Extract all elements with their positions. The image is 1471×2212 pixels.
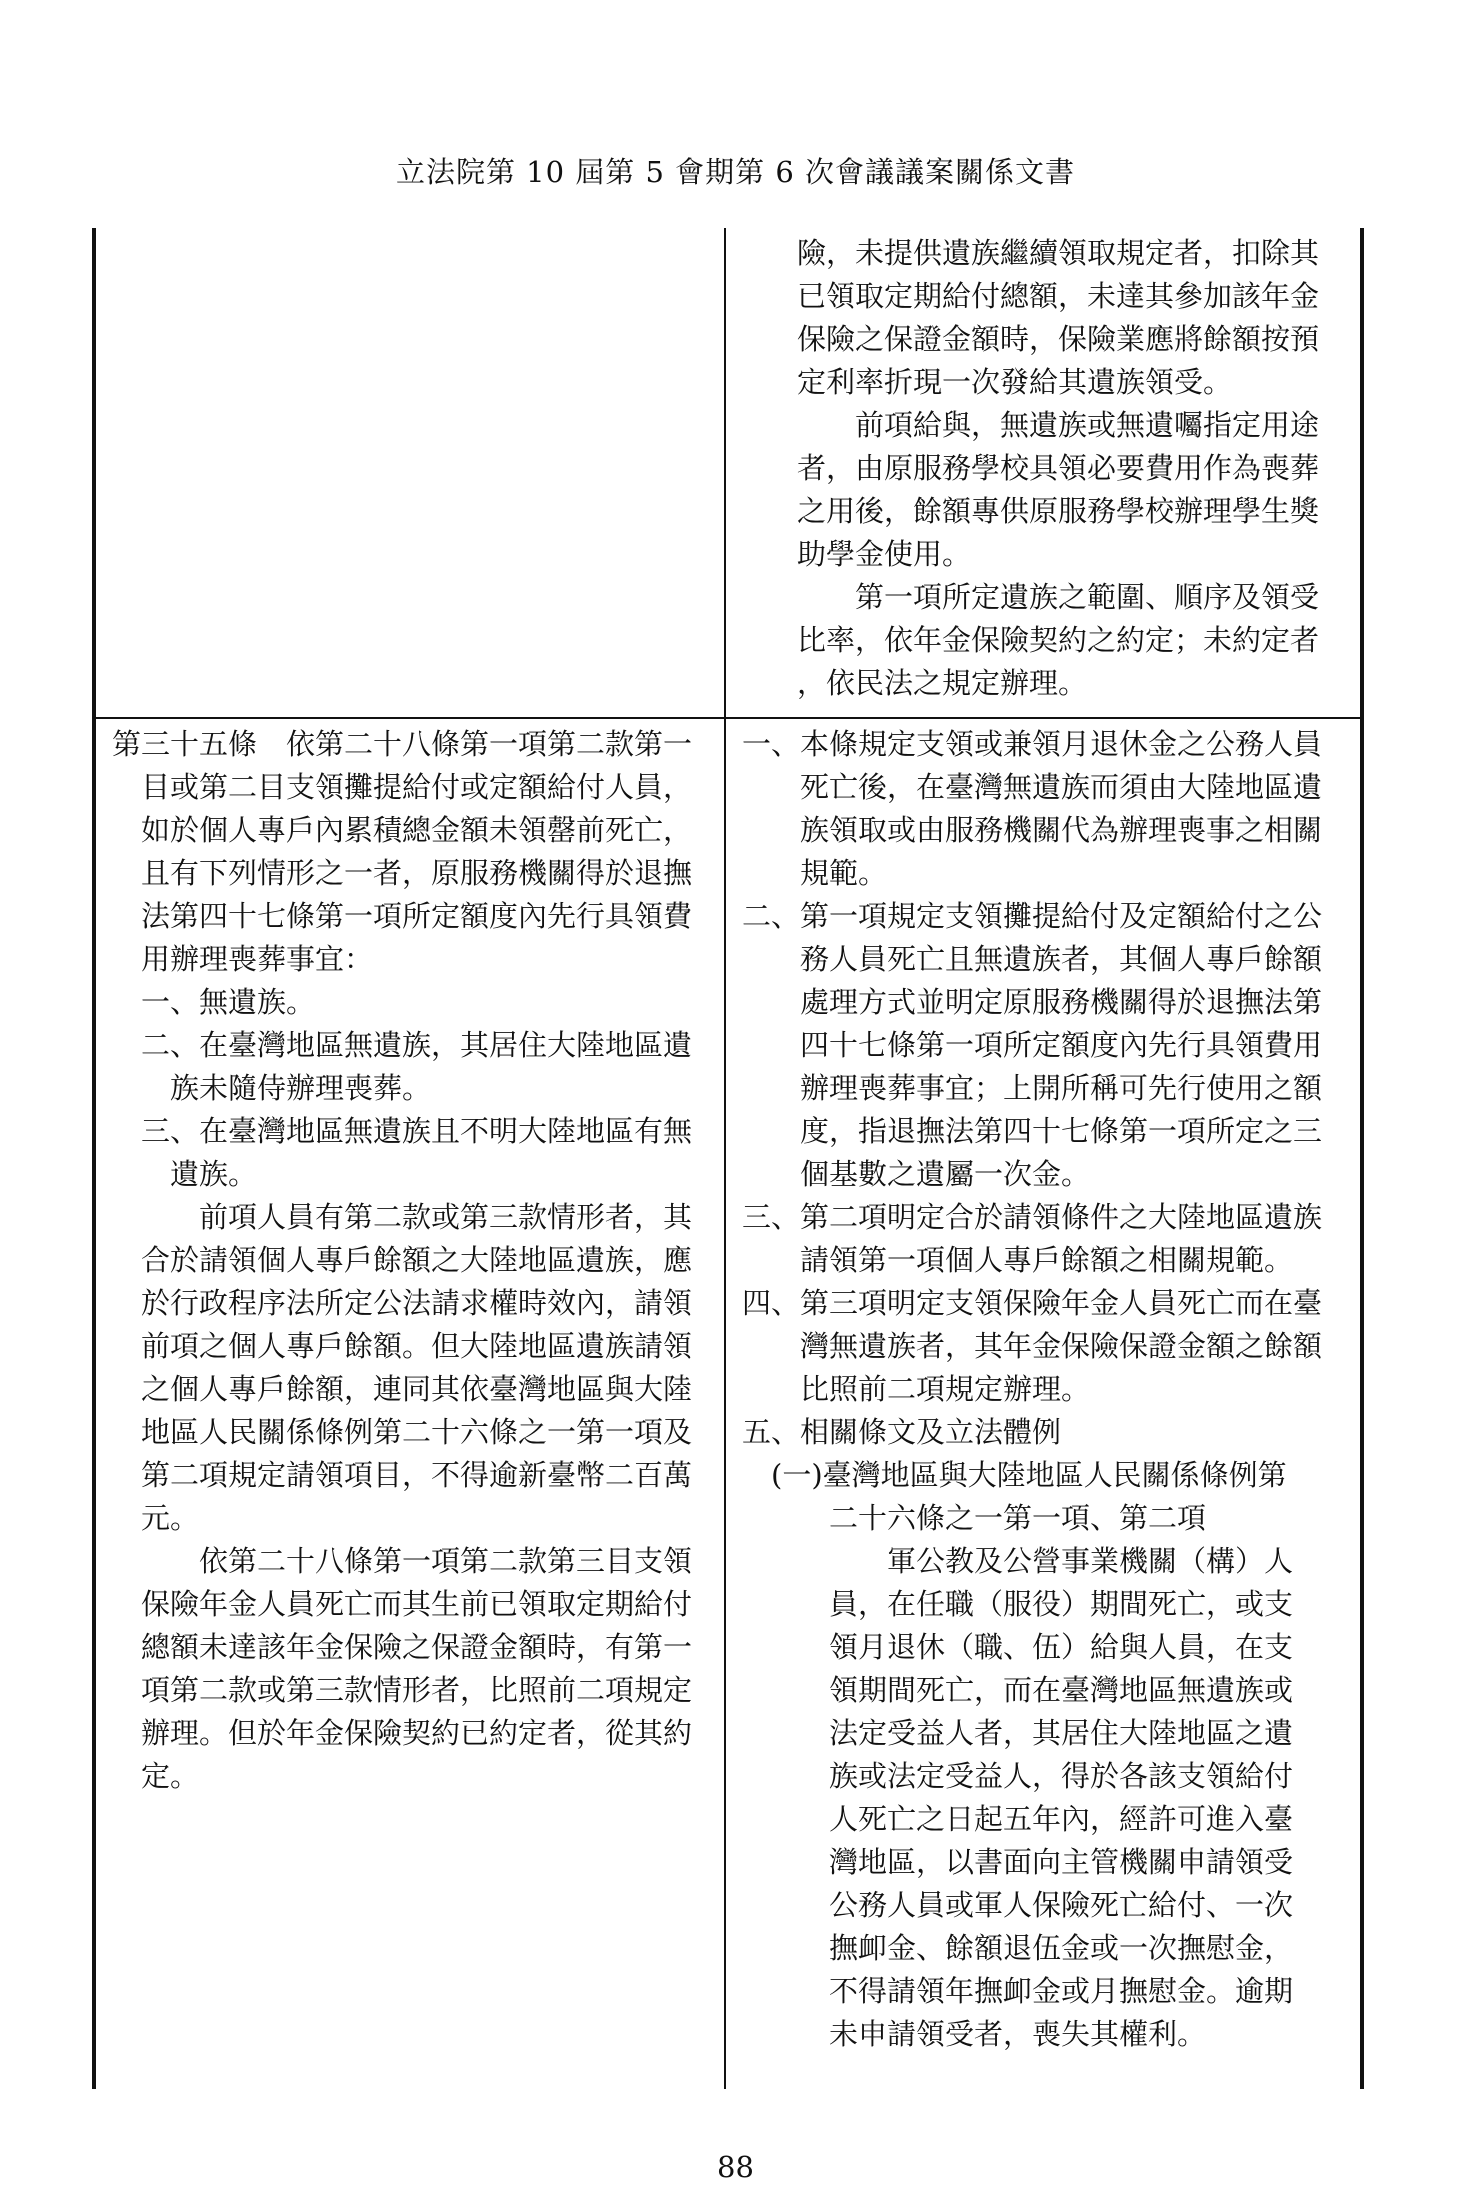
text-line: 辦理。但於年金保險契約已約定者，從其約 [141,1716,693,1750]
list-item: 二、在臺灣地區無遺族，其居住大陸地區遺 [141,1028,693,1062]
text-line: 比率，依年金保險契約之約定；未約定者 [797,623,1320,657]
text-line: 處理方式並明定原服務機關得於退撫法第 [800,985,1323,1019]
text-line: 定。 [141,1759,200,1793]
list-item: 三、在臺灣地區無遺族且不明大陸地區有無 [141,1114,693,1148]
text-line: 族或法定受益人，得於各該支領給付 [829,1759,1294,1793]
text-line: 請領第一項個人專戶餘額之相關規範。 [800,1243,1294,1277]
document-header: 立法院第 10 屆第 5 會期第 6 次會議議案關係文書 [395,155,1076,189]
text-line: 未申請領受者，喪失其權利。 [829,2017,1207,2051]
text-line: 保險年金人員死亡而其生前已領取定期給付 [141,1587,693,1621]
text-line: 第二項規定請領項目，不得逾新臺幣二百萬 [141,1458,693,1492]
text-line: 於行政程序法所定公法請求權時效內，請領 [141,1286,693,1320]
text-line: 且有下列情形之一者，原服務機關得於退撫 [141,856,693,890]
text-line: 已領取定期給付總額，未達其參加該年金 [797,279,1320,313]
list-item: 一、無遺族。 [141,985,316,1019]
text-line: 辦理喪葬事宜；上開所稱可先行使用之額 [800,1071,1323,1105]
text-line: 領期間死亡，而在臺灣地區無遺族或 [829,1673,1294,1707]
text-line: 族領取或由服務機關代為辦理喪事之相關 [800,813,1323,847]
text-line: 二十六條之一第一項、第二項 [829,1501,1207,1535]
text-line: 總額未達該年金保險之保證金額時，有第一 [141,1630,693,1664]
comparison-table [92,228,1364,2089]
text-line: 之個人專戶餘額，連同其依臺灣地區與大陸 [141,1372,693,1406]
text-line: 四十七條第一項所定額度內先行具領費用 [800,1028,1323,1062]
text-line: 灣無遺族者，其年金保險保證金額之餘額 [800,1329,1323,1363]
list-item: 五、相關條文及立法體例 [742,1415,1062,1449]
text-line: 項第二款或第三款情形者，比照前二項規定 [141,1673,693,1707]
text-line: 規範。 [800,856,888,890]
page-number: 88 [717,2150,754,2184]
text-line: 用辦理喪葬事宜： [141,942,374,976]
text-line: 遺族。 [170,1157,258,1191]
list-item: 二、第一項規定支領攤提給付及定額給付之公 [742,899,1323,933]
text-line: 第一項所定遺族之範圍、順序及領受 [855,580,1320,614]
text-line: 險，未提供遺族繼續領取規定者，扣除其 [797,236,1320,270]
table-left-border [92,228,96,2089]
text-line: 法定受益人者，其居住大陸地區之遺 [829,1716,1294,1750]
text-line: 地區人民關係條例第二十六條之一第一項及 [141,1415,693,1449]
text-line: 元。 [141,1501,200,1535]
text-line: ，依民法之規定辦理。 [797,666,1088,700]
table-row-divider [92,717,1364,719]
text-line: 定利率折現一次發給其遺族領受。 [797,365,1233,399]
text-line: 前項之個人專戶餘額。但大陸地區遺族請領 [141,1329,693,1363]
text-line: 合於請領個人專戶餘額之大陸地區遺族，應 [141,1243,693,1277]
text-line: 死亡後，在臺灣無遺族而須由大陸地區遺 [800,770,1323,804]
list-item: 一、本條規定支領或兼領月退休金之公務人員 [742,727,1323,761]
text-line: 如於個人專戶內累積總金額未領罄前死亡， [141,813,693,847]
text-line: 者，由原服務學校具領必要費用作為喪葬 [797,451,1320,485]
bottom-left-cell [112,723,712,1798]
table-right-border [1360,228,1364,2089]
text-line: 目或第二目支領攤提給付或定額給付人員， [141,770,693,804]
text-line: 領月退休（職、伍）給與人員，在支 [829,1630,1294,1664]
text-line: 前項給與，無遺族或無遺囑指定用途 [855,408,1320,442]
text-line: 法第四十七條第一項所定額度內先行具領費 [141,899,693,933]
text-line: 灣地區，以書面向主管機關申請領受 [829,1845,1294,1879]
list-item: 四、第三項明定支領保險年金人員死亡而在臺 [742,1286,1323,1320]
bottom-right-cell [742,723,1352,2056]
top-right-cell [797,232,1337,705]
text-line: 依第二十八條第一項第二款第三目支領 [199,1544,693,1578]
text-line: 比照前二項規定辦理。 [800,1372,1091,1406]
list-item: 三、第二項明定合於請領條件之大陸地區遺族 [742,1200,1323,1234]
article-heading-line: 第三十五條 依第二十八條第一項第二款第一 [112,727,693,761]
text-line: 人死亡之日起五年內，經許可進入臺 [829,1802,1294,1836]
sub-list-item: (一)臺灣地區與大陸地區人民關係條例第 [771,1458,1287,1492]
text-line: 度，指退撫法第四十七條第一項所定之三 [800,1114,1323,1148]
text-line: 之用後，餘額專供原服務學校辦理學生獎 [797,494,1320,528]
text-line: 員，在任職（服役）期間死亡，或支 [829,1587,1294,1621]
text-line: 撫卹金、餘額退伍金或一次撫慰金， [829,1931,1294,1965]
text-line: 族未隨侍辦理喪葬。 [170,1071,432,1105]
text-line: 前項人員有第二款或第三款情形者，其 [199,1200,693,1234]
text-line: 助學金使用。 [797,537,972,571]
table-column-divider [724,228,726,2089]
text-line: 軍公教及公營事業機關（構）人 [887,1544,1294,1578]
text-line: 保險之保證金額時，保險業應將餘額按預 [797,322,1320,356]
text-line: 個基數之遺屬一次金。 [800,1157,1091,1191]
text-line: 務人員死亡且無遺族者，其個人專戶餘額 [800,942,1323,976]
text-line: 不得請領年撫卹金或月撫慰金。逾期 [829,1974,1294,2008]
text-line: 公務人員或軍人保險死亡給付、一次 [829,1888,1294,1922]
